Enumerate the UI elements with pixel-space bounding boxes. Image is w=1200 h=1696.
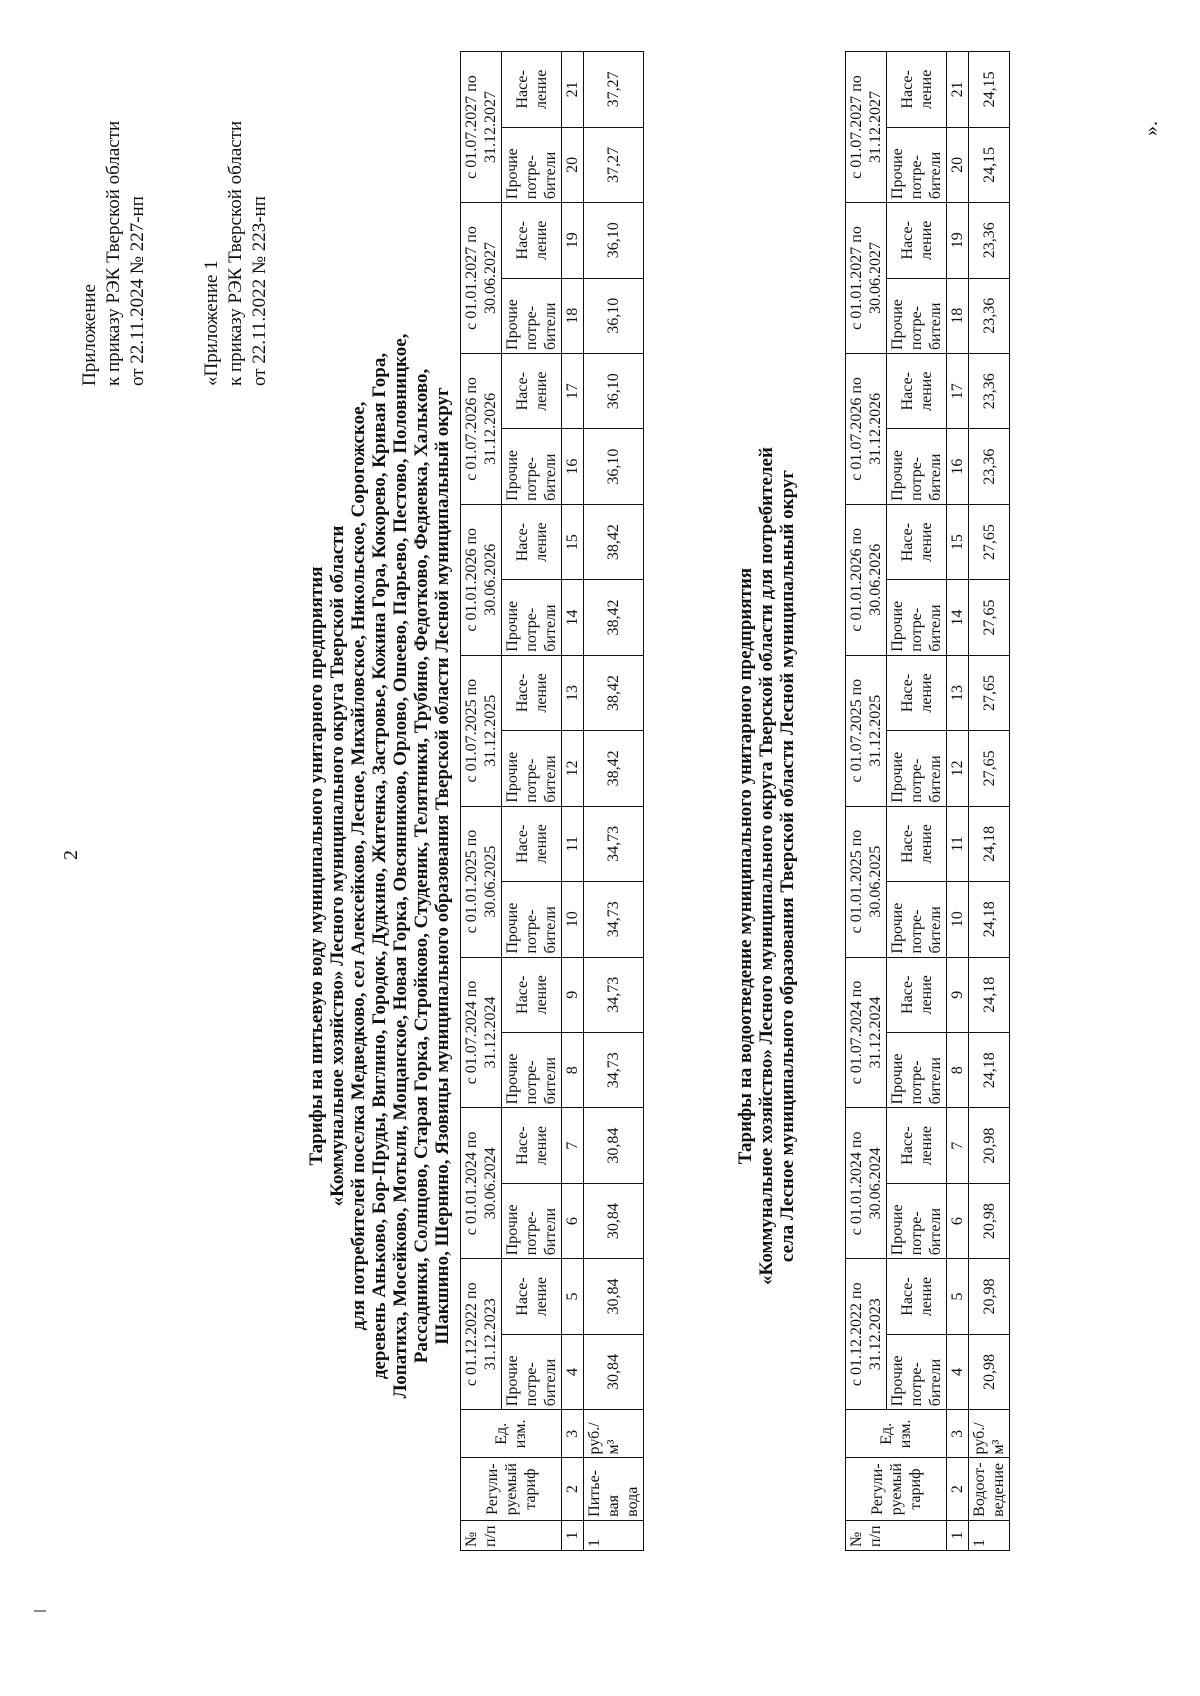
title-line: деревень Аньково, Бор-Пруды, Виглино, Городок, Дудкино, Житенка, Застровье, Кожина Гора, Кокорево, Кривая Гора, — [369, 352, 390, 1380]
column-number: 17 — [947, 353, 969, 428]
column-number: 15 — [562, 504, 584, 579]
tariff-value: 36,10 — [584, 278, 644, 353]
population-header: Насе-ление — [887, 1108, 947, 1183]
column-number: 1 — [562, 1520, 584, 1550]
col-header-no: № п/п — [846, 1520, 947, 1550]
tariff-value: 30,84 — [584, 1183, 644, 1258]
tariff-value: 20,98 — [969, 1334, 1010, 1409]
other-consumers-header: Прочие потре-бители — [887, 882, 947, 957]
column-number: 8 — [562, 1032, 584, 1107]
title-line: для потребителей поселка Медведково, сел Алексейково, Лесное, Михайловское, Никольское, Сорогожское, — [348, 401, 369, 1331]
col-header-unit: Ед. изм. — [461, 1410, 562, 1458]
other-consumers-header: Прочие потре-бители — [502, 1032, 562, 1107]
period-header: с 01.12.2022 по 31.12.2023 — [846, 1259, 887, 1410]
tariff-value: 38,42 — [584, 655, 644, 730]
appendix-new-line: Приложение — [79, 284, 100, 386]
column-number: 11 — [947, 806, 969, 881]
column-number: 5 — [562, 1259, 584, 1334]
column-number: 6 — [947, 1183, 969, 1258]
population-header: Насе-ление — [887, 1259, 947, 1334]
population-header: Насе-ление — [502, 203, 562, 278]
period-header: с 01.07.2024 по 31.12.2024 — [846, 957, 887, 1108]
period-header: с 01.07.2026 по 31.12.2026 — [846, 353, 887, 504]
other-consumers-header: Прочие потре-бители — [887, 127, 947, 202]
period-header: с 01.01.2027 по 30.06.2027 — [846, 203, 887, 354]
other-consumers-header: Прочие потре-бители — [502, 127, 562, 202]
tariff-value: 24,18 — [969, 957, 1010, 1032]
title-line: Тарифы на питьевую воду муниципального унитарного предприятия — [306, 566, 327, 1166]
tariff-name: Питье-вая вода — [584, 1458, 644, 1520]
tariff-value: 37,27 — [584, 127, 644, 202]
column-number: 4 — [947, 1334, 969, 1409]
tariff-value: 20,98 — [969, 1259, 1010, 1334]
title-line: Шакшино, Шернино, Язовицы муниципального образования Тверской области Лесной муниципальный округ — [432, 387, 453, 1345]
tariff-value: 24,18 — [969, 882, 1010, 957]
other-consumers-header: Прочие потре-бители — [502, 429, 562, 504]
row-number: 1 — [969, 1520, 1010, 1550]
title-line: Тарифы на водоотведение муниципального унитарного предприятия — [735, 567, 756, 1165]
appendix-old-line: «Приложение 1 — [201, 260, 222, 386]
column-number: 7 — [947, 1108, 969, 1183]
other-consumers-header: Прочие потре-бители — [887, 1183, 947, 1258]
col-header-tariff: Регули-руемый тариф — [461, 1458, 562, 1520]
sewer-tariff-table — [845, 51, 1010, 1551]
other-consumers-header: Прочие потре-бители — [502, 278, 562, 353]
period-header: с 01.01.2025 по 30.06.2025 — [461, 806, 502, 957]
population-header: Насе-ление — [502, 52, 562, 128]
column-number-row — [562, 52, 584, 1551]
other-consumers-header: Прочие потре-бители — [887, 1334, 947, 1409]
tariff-value: 24,18 — [969, 1032, 1010, 1107]
tariff-value: 24,15 — [969, 52, 1010, 128]
population-header: Насе-ление — [887, 957, 947, 1032]
title-line: Рассадники, Солнцово, Старая Горка, Стройково, Студеник, Телятники, Трубино, Федотково, Федяевка, Хальково, — [411, 368, 432, 1364]
title-line: Лопатиха, Мосейково, Мотыли, Мощанское, Новая Горка, Овсянниково, Орлово, Ошеево, Парьево, Пестово, Половницкое, — [390, 333, 411, 1399]
other-consumers-header: Прочие потре-бители — [502, 1334, 562, 1409]
header-row — [461, 52, 502, 1551]
column-number: 5 — [947, 1259, 969, 1334]
other-consumers-header: Прочие потре-бители — [502, 882, 562, 957]
population-header: Насе-ление — [502, 957, 562, 1032]
header-row — [846, 52, 887, 1551]
population-header: Насе-ление — [502, 806, 562, 881]
column-number: 17 — [562, 353, 584, 428]
subheader-row — [502, 52, 562, 1551]
page-number: 2 — [60, 850, 82, 860]
appendix-new-line: к приказу РЭК Тверской области — [103, 120, 124, 386]
appendix-new-line: от 22.11.2024 № 227-нп — [127, 196, 148, 386]
tariff-value: 27,65 — [969, 504, 1010, 579]
population-header: Насе-ление — [502, 504, 562, 579]
column-number: 19 — [947, 203, 969, 278]
column-number: 18 — [562, 278, 584, 353]
period-header: с 01.07.2026 по 31.12.2026 — [461, 353, 502, 504]
tariff-value: 30,84 — [584, 1334, 644, 1409]
column-number: 10 — [562, 882, 584, 957]
population-header: Насе-ление — [502, 1259, 562, 1334]
other-consumers-header: Прочие потре-бители — [502, 731, 562, 806]
tariff-value: 34,73 — [584, 882, 644, 957]
population-header: Насе-ление — [887, 353, 947, 428]
column-number: 2 — [562, 1458, 584, 1520]
column-number: 16 — [562, 429, 584, 504]
period-header: с 01.07.2027 по 31.12.2027 — [461, 52, 502, 203]
appendix-old-line: к приказу РЭК Тверской области — [225, 120, 246, 386]
tariff-name: Водоот-ведение — [969, 1458, 1010, 1520]
col-header-no: № п/п — [461, 1520, 562, 1550]
column-number: 20 — [947, 127, 969, 202]
column-number: 18 — [947, 278, 969, 353]
column-number: 15 — [947, 504, 969, 579]
population-header: Насе-ление — [502, 353, 562, 428]
table-row — [969, 52, 1010, 1551]
period-header: с 01.07.2024 по 31.12.2024 — [461, 957, 502, 1108]
column-number: 3 — [562, 1410, 584, 1458]
other-consumers-header: Прочие потре-бители — [887, 731, 947, 806]
tariff-value: 36,10 — [584, 353, 644, 428]
column-number: 10 — [947, 882, 969, 957]
column-number: 4 — [562, 1334, 584, 1409]
tariff-value: 27,65 — [969, 731, 1010, 806]
column-number: 12 — [562, 731, 584, 806]
unit-cell: руб./м³ — [969, 1410, 1010, 1458]
population-header: Насе-ление — [887, 806, 947, 881]
tariff-value: 34,73 — [584, 957, 644, 1032]
column-number: 19 — [562, 203, 584, 278]
population-header: Насе-ление — [887, 203, 947, 278]
period-header: с 01.01.2026 по 30.06.2026 — [461, 504, 502, 655]
appendix-new — [78, 121, 150, 386]
column-number: 13 — [562, 655, 584, 730]
column-number: 8 — [947, 1032, 969, 1107]
tariff-value: 23,36 — [969, 353, 1010, 428]
tariff-value: 27,65 — [969, 655, 1010, 730]
column-number: 14 — [947, 580, 969, 655]
subheader-row — [887, 52, 947, 1551]
tariff-value: 38,42 — [584, 731, 644, 806]
col-header-tariff: Регули-руемый тариф — [846, 1458, 947, 1520]
period-header: с 01.12.2022 по 31.12.2023 — [461, 1259, 502, 1410]
tariff-value: 20,98 — [969, 1183, 1010, 1258]
row-number: 1 — [584, 1520, 644, 1550]
tariff-value: 23,36 — [969, 278, 1010, 353]
water-tariff-title — [306, 126, 453, 1606]
column-number: 13 — [947, 655, 969, 730]
tariff-value: 23,36 — [969, 429, 1010, 504]
tariff-value: 36,10 — [584, 429, 644, 504]
tariff-value: 37,27 — [584, 52, 644, 128]
population-header: Насе-ление — [502, 655, 562, 730]
period-header: с 01.01.2024 по 30.06.2024 — [461, 1108, 502, 1259]
other-consumers-header: Прочие потре-бители — [887, 278, 947, 353]
other-consumers-header: Прочие потре-бители — [887, 580, 947, 655]
appendix-old — [200, 121, 272, 386]
col-header-unit: Ед. изм. — [846, 1410, 947, 1458]
population-header: Насе-ление — [502, 1108, 562, 1183]
closing-quote: ». — [1140, 121, 1162, 136]
other-consumers-header: Прочие потре-бители — [502, 1183, 562, 1258]
column-number: 9 — [562, 957, 584, 1032]
period-header: с 01.01.2024 по 30.06.2024 — [846, 1108, 887, 1259]
column-number: 16 — [947, 429, 969, 504]
period-header: с 01.07.2025 по 31.12.2025 — [461, 655, 502, 806]
tariff-value: 30,84 — [584, 1108, 644, 1183]
column-number: 20 — [562, 127, 584, 202]
period-header: с 01.07.2025 по 31.12.2025 — [846, 655, 887, 806]
period-header: с 01.01.2027 по 30.06.2027 — [461, 203, 502, 354]
tariff-value: 23,36 — [969, 203, 1010, 278]
other-consumers-header: Прочие потре-бители — [502, 580, 562, 655]
period-header: с 01.07.2027 по 31.12.2027 — [846, 52, 887, 203]
column-number: 9 — [947, 957, 969, 1032]
tariff-value: 27,65 — [969, 580, 1010, 655]
tariff-value: 24,15 — [969, 127, 1010, 202]
period-header: с 01.01.2026 по 30.06.2026 — [846, 504, 887, 655]
sewer-tariff-title — [735, 126, 798, 1606]
column-number: 2 — [947, 1458, 969, 1520]
population-header: Насе-ление — [887, 504, 947, 579]
tariff-value: 34,73 — [584, 806, 644, 881]
column-number: 12 — [947, 731, 969, 806]
column-number: 1 — [947, 1520, 969, 1550]
tariff-value: 38,42 — [584, 580, 644, 655]
table-row — [584, 52, 644, 1551]
column-number: 21 — [947, 52, 969, 128]
title-line: села Лесное муниципального образования Тверской области Лесной муниципальный округ — [777, 469, 798, 1263]
population-header: Насе-ление — [887, 655, 947, 730]
other-consumers-header: Прочие потре-бители — [887, 429, 947, 504]
column-number: 14 — [562, 580, 584, 655]
water-tariff-table — [460, 51, 644, 1551]
other-consumers-header: Прочие потре-бители — [887, 1032, 947, 1107]
column-number: 3 — [947, 1410, 969, 1458]
column-number: 11 — [562, 806, 584, 881]
unit-cell: руб./м³ — [584, 1410, 644, 1458]
column-number-row — [947, 52, 969, 1551]
period-header: с 01.01.2025 по 30.06.2025 — [846, 806, 887, 957]
tariff-value: 38,42 — [584, 504, 644, 579]
appendix-old-line: от 22.11.2022 № 223-нп — [249, 196, 270, 386]
column-number: 21 — [562, 52, 584, 128]
title-line: «Коммунальное хозяйство» Лесного муниципального округа Тверской области — [327, 525, 348, 1207]
tariff-value: 20,98 — [969, 1108, 1010, 1183]
tariff-value: 30,84 — [584, 1259, 644, 1334]
tariff-value: 24,18 — [969, 806, 1010, 881]
tariff-value: 36,10 — [584, 203, 644, 278]
column-number: 6 — [562, 1183, 584, 1258]
column-number: 7 — [562, 1108, 584, 1183]
population-header: Насе-ление — [887, 52, 947, 128]
title-line: «Коммунальное хозяйство» Лесного муниципального округа Тверской области для потребителей — [756, 447, 777, 1285]
tariff-value: 34,73 — [584, 1032, 644, 1107]
